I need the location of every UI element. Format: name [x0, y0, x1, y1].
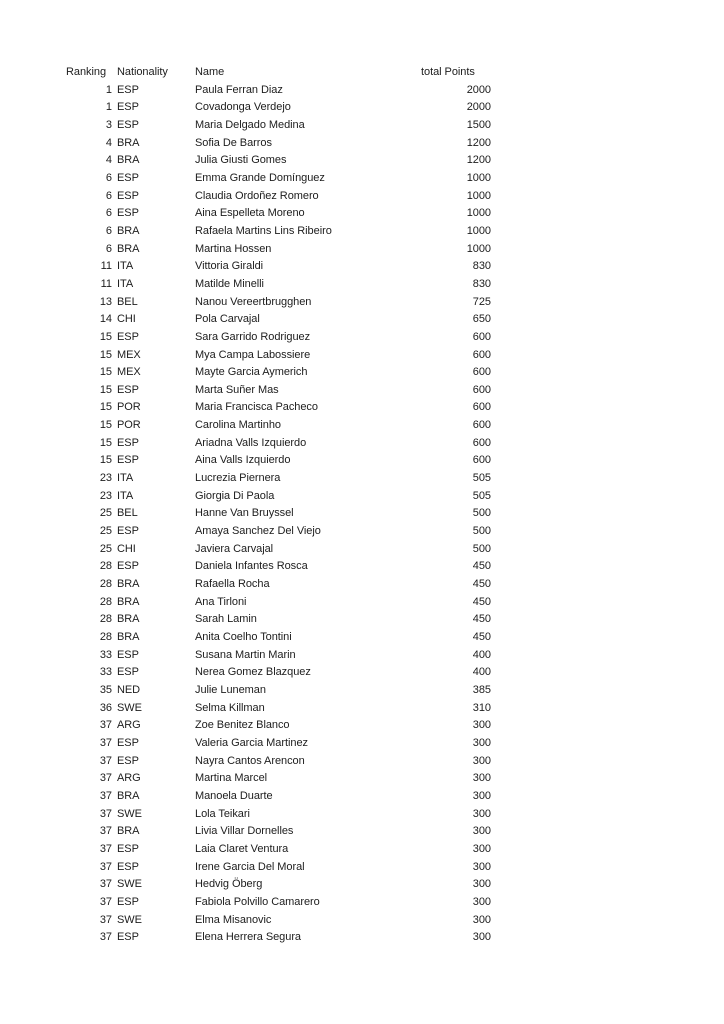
ranking-cell: 28 — [99, 560, 112, 573]
nationality-cell: SWE — [117, 807, 142, 820]
points-cell: 300 — [472, 772, 491, 785]
points-cell: 2000 — [466, 101, 491, 114]
name-cell: Nerea Gomez Blazquez — [195, 666, 311, 679]
name-cell: Sarah Lamin — [195, 613, 257, 626]
table-row — [66, 523, 491, 541]
table-row — [66, 770, 491, 788]
name-cell: Giorgia Di Paola — [195, 489, 275, 502]
table-row — [66, 82, 491, 100]
table-row — [66, 876, 491, 894]
ranking-cell: 37 — [99, 772, 112, 785]
name-cell: Marta Suñer Mas — [195, 383, 279, 396]
name-cell: Martina Marcel — [195, 772, 268, 785]
points-cell: 450 — [472, 613, 491, 626]
table-row — [66, 505, 491, 523]
nationality-cell: ESP — [117, 383, 139, 396]
nationality-cell: BEL — [117, 295, 138, 308]
name-cell: Paula Ferran Diaz — [195, 83, 283, 96]
name-cell: Aina Espelleta Moreno — [195, 207, 305, 220]
ranking-cell: 23 — [99, 472, 112, 485]
table-row — [66, 841, 491, 859]
table-row — [66, 435, 491, 453]
nationality-cell: ARG — [117, 772, 141, 785]
name-cell: Anita Coelho Tontini — [195, 631, 292, 643]
table-row — [66, 912, 491, 930]
ranking-cell: 15 — [99, 348, 112, 361]
header-ranking: Ranking — [66, 66, 107, 78]
name-cell: Vittoria Giraldi — [195, 260, 264, 273]
table-row — [66, 647, 491, 665]
ranking-cell: 28 — [99, 595, 112, 608]
table-row — [66, 241, 491, 259]
nationality-cell: ESP — [117, 648, 139, 661]
name-cell: Emma Grande Domínguez — [195, 171, 325, 184]
table-row — [66, 294, 491, 312]
ranking-cell: 15 — [99, 454, 112, 467]
table-row — [66, 117, 491, 135]
nationality-cell: ESP — [117, 931, 139, 944]
ranking-cell: 6 — [105, 189, 112, 202]
points-cell: 300 — [472, 754, 491, 767]
nationality-cell: ESP — [117, 118, 139, 131]
table-header-row — [66, 64, 491, 82]
name-cell: Javiera Carvajal — [195, 542, 274, 555]
name-cell: Ana Tirloni — [195, 595, 247, 608]
table-row — [66, 894, 491, 912]
nationality-cell: BRA — [117, 613, 140, 626]
points-cell: 300 — [472, 807, 491, 820]
ranking-cell: 25 — [99, 525, 112, 538]
name-cell: Aina Valls Izquierdo — [195, 454, 291, 467]
table-row — [66, 135, 491, 153]
points-cell: 385 — [472, 683, 491, 696]
ranking-cell: 35 — [99, 683, 112, 696]
ranking-cell: 11 — [100, 277, 112, 290]
ranking-cell: 15 — [99, 419, 112, 432]
points-cell: 310 — [472, 701, 491, 714]
nationality-cell: MEX — [117, 366, 141, 379]
name-cell: Susana Martin Marin — [195, 648, 296, 661]
name-cell: Lucrezia Piernera — [195, 472, 281, 485]
points-cell: 600 — [472, 348, 491, 361]
name-cell: Covadonga Verdejo — [195, 101, 291, 114]
ranking-cell: 25 — [99, 507, 112, 520]
points-cell: 1000 — [466, 189, 491, 202]
table-row — [66, 311, 491, 329]
header-nationality: Nationality — [117, 66, 168, 78]
points-cell: 300 — [472, 931, 491, 944]
name-cell: Irene Garcia Del Moral — [195, 860, 305, 873]
ranking-cell: 13 — [99, 295, 112, 308]
nationality-cell: BRA — [117, 242, 140, 255]
nationality-cell: BRA — [117, 825, 140, 838]
points-cell: 450 — [472, 578, 491, 591]
ranking-cell: 37 — [99, 736, 112, 749]
points-cell: 650 — [472, 313, 491, 326]
ranking-cell: 3 — [105, 118, 112, 131]
ranking-cell: 23 — [99, 489, 112, 502]
ranking-cell: 37 — [99, 754, 112, 767]
points-cell: 830 — [472, 260, 491, 273]
table-row — [66, 205, 491, 223]
nationality-cell: CHI — [117, 313, 136, 326]
ranking-cell: 37 — [99, 719, 112, 732]
table-row — [66, 717, 491, 735]
nationality-cell: SWE — [117, 913, 142, 926]
nationality-cell: POR — [117, 401, 141, 414]
points-cell: 600 — [472, 454, 491, 467]
name-cell: Maria Delgado Medina — [195, 118, 305, 131]
table-row — [66, 753, 491, 771]
nationality-cell: BRA — [117, 578, 140, 591]
nationality-cell: SWE — [117, 878, 142, 891]
name-cell: Amaya Sanchez Del Viejo — [195, 525, 321, 538]
ranking-cell: 25 — [99, 542, 112, 555]
points-cell: 300 — [472, 878, 491, 891]
table-row — [66, 788, 491, 806]
table-row — [66, 611, 491, 629]
nationality-cell: BRA — [117, 789, 140, 802]
points-cell: 300 — [472, 842, 491, 855]
points-cell: 400 — [472, 648, 491, 661]
points-cell: 500 — [472, 525, 491, 538]
table-row — [66, 452, 491, 470]
table-row — [66, 629, 491, 647]
table-row — [66, 364, 491, 382]
points-cell: 300 — [472, 719, 491, 732]
table-row — [66, 399, 491, 417]
points-cell: 1000 — [466, 171, 491, 184]
points-cell: 450 — [472, 631, 491, 643]
points-cell: 500 — [472, 507, 491, 520]
nationality-cell: ESP — [117, 454, 139, 467]
name-cell: Carolina Martinho — [195, 419, 281, 432]
nationality-cell: ITA — [117, 277, 134, 290]
ranking-cell: 28 — [99, 631, 112, 643]
nationality-cell: BRA — [117, 154, 140, 167]
nationality-cell: ESP — [117, 525, 139, 538]
ranking-cell: 1 — [105, 101, 112, 114]
nationality-cell: ESP — [117, 860, 139, 873]
ranking-cell: 28 — [99, 613, 112, 626]
nationality-cell: ESP — [117, 171, 139, 184]
ranking-cell: 1 — [105, 83, 112, 96]
table-row — [66, 99, 491, 117]
nationality-cell: ESP — [117, 666, 139, 679]
ranking-cell: 37 — [99, 825, 112, 838]
table-row — [66, 859, 491, 877]
points-cell: 1500 — [466, 118, 491, 131]
name-cell: Sara Garrido Rodriguez — [195, 330, 311, 343]
name-cell: Hedvig Öberg — [195, 878, 263, 891]
table-row — [66, 682, 491, 700]
ranking-cell: 4 — [105, 154, 112, 167]
name-cell: Elena Herrera Segura — [195, 931, 302, 944]
ranking-cell: 33 — [99, 666, 112, 679]
ranking-cell: 36 — [99, 701, 112, 714]
points-cell: 505 — [472, 472, 491, 485]
ranking-cell: 15 — [99, 330, 112, 343]
points-cell: 1000 — [466, 207, 491, 220]
table-body — [66, 82, 491, 947]
points-cell: 300 — [472, 860, 491, 873]
ranking-cell: 15 — [99, 383, 112, 396]
nationality-cell: SWE — [117, 701, 142, 714]
nationality-cell: ESP — [117, 330, 139, 343]
ranking-cell: 6 — [105, 207, 112, 220]
name-cell: Mayte Garcia Aymerich — [195, 366, 308, 379]
points-cell: 1000 — [466, 242, 491, 255]
nationality-cell: ESP — [117, 83, 139, 96]
table-row — [66, 488, 491, 506]
nationality-cell: BRA — [117, 595, 140, 608]
name-cell: Valeria Garcia Martinez — [195, 736, 308, 749]
points-cell: 725 — [472, 295, 491, 308]
table-row — [66, 382, 491, 400]
ranking-cell: 37 — [99, 807, 112, 820]
ranking-cell: 14 — [99, 313, 112, 326]
table-row — [66, 470, 491, 488]
table-row — [66, 806, 491, 824]
nationality-cell: MEX — [117, 348, 141, 361]
nationality-cell: ESP — [117, 101, 139, 114]
name-cell: Daniela Infantes Rosca — [195, 560, 308, 573]
name-cell: Selma Killman — [195, 701, 265, 714]
name-cell: Manoela Duarte — [195, 789, 273, 802]
ranking-cell: 37 — [99, 913, 112, 926]
name-cell: Fabiola Polvillo Camarero — [195, 895, 320, 908]
nationality-cell: ITA — [117, 472, 134, 485]
points-cell: 2000 — [466, 83, 491, 96]
points-cell: 450 — [472, 595, 491, 608]
nationality-cell: POR — [117, 419, 141, 432]
table-row — [66, 541, 491, 559]
points-cell: 1000 — [466, 224, 491, 237]
name-cell: Hanne Van Bruyssel — [195, 507, 294, 520]
table-row — [66, 735, 491, 753]
name-cell: Ariadna Valls Izquierdo — [195, 436, 307, 449]
name-cell: Livia Villar Dornelles — [195, 825, 294, 838]
nationality-cell: ESP — [117, 895, 139, 908]
ranking-cell: 15 — [99, 436, 112, 449]
nationality-cell: CHI — [117, 542, 136, 555]
nationality-cell: BRA — [117, 136, 140, 149]
name-cell: Matilde Minelli — [195, 277, 264, 290]
name-cell: Nanou Vereertbrugghen — [195, 295, 312, 308]
name-cell: Maria Francisca Pacheco — [195, 401, 318, 414]
nationality-cell: ESP — [117, 754, 139, 767]
name-cell: Laia Claret Ventura — [195, 842, 289, 855]
table-row — [66, 258, 491, 276]
points-cell: 1200 — [466, 136, 491, 149]
name-cell: Julia Giusti Gomes — [195, 154, 287, 167]
nationality-cell: ESP — [117, 560, 139, 573]
header-name: Name — [195, 66, 225, 78]
points-cell: 300 — [472, 789, 491, 802]
name-cell: Martina Hossen — [195, 242, 272, 255]
nationality-cell: BEL — [117, 507, 138, 520]
table-row — [66, 558, 491, 576]
table-row — [66, 417, 491, 435]
ranking-cell: 11 — [100, 260, 112, 273]
name-cell: Mya Campa Labossiere — [195, 348, 311, 361]
name-cell: Claudia Ordoñez Romero — [195, 189, 319, 202]
nationality-cell: ESP — [117, 736, 139, 749]
points-cell: 300 — [472, 895, 491, 908]
ranking-cell: 28 — [99, 578, 112, 591]
table-row — [66, 823, 491, 841]
points-cell: 1200 — [466, 154, 491, 167]
ranking-cell: 6 — [105, 171, 112, 184]
name-cell: Nayra Cantos Arencon — [195, 754, 305, 767]
points-cell: 600 — [472, 330, 491, 343]
points-cell: 600 — [472, 436, 491, 449]
nationality-cell: NED — [117, 683, 141, 696]
points-cell: 300 — [472, 913, 491, 926]
nationality-cell: ESP — [117, 842, 139, 855]
points-cell: 830 — [472, 277, 491, 290]
name-cell: Elma Misanovic — [195, 913, 272, 926]
name-cell: Zoe Benitez Blanco — [195, 719, 290, 732]
table-row — [66, 329, 491, 347]
name-cell: Rafaela Martins Lins Ribeiro — [195, 224, 332, 237]
name-cell: Rafaella Rocha — [195, 578, 270, 591]
ranking-cell: 37 — [99, 860, 112, 873]
table-row — [66, 700, 491, 718]
points-cell: 505 — [472, 489, 491, 502]
nationality-cell: BRA — [117, 224, 140, 237]
table-row — [66, 152, 491, 170]
nationality-cell: ESP — [117, 436, 139, 449]
ranking-cell: 37 — [99, 878, 112, 891]
name-cell: Pola Carvajal — [195, 313, 260, 326]
ranking-cell: 37 — [99, 789, 112, 802]
ranking-table — [66, 64, 491, 947]
ranking-cell: 6 — [105, 224, 112, 237]
points-cell: 600 — [472, 383, 491, 396]
nationality-cell: BRA — [117, 631, 140, 643]
ranking-cell: 4 — [105, 136, 112, 149]
ranking-cell: 15 — [99, 366, 112, 379]
ranking-cell: 33 — [99, 648, 112, 661]
name-cell: Julie Luneman — [195, 683, 266, 696]
name-cell: Sofia De Barros — [195, 136, 272, 149]
table-row — [66, 188, 491, 206]
points-cell: 450 — [472, 560, 491, 573]
ranking-cell: 6 — [105, 242, 112, 255]
table-row — [66, 223, 491, 241]
points-cell: 300 — [472, 825, 491, 838]
points-cell: 600 — [472, 401, 491, 414]
name-cell: Lola Teikari — [195, 807, 250, 820]
table-row — [66, 170, 491, 188]
ranking-cell: 37 — [99, 931, 112, 944]
nationality-cell: ARG — [117, 719, 141, 732]
nationality-cell: ITA — [117, 489, 134, 502]
ranking-cell: 15 — [99, 401, 112, 414]
table-row — [66, 276, 491, 294]
points-cell: 500 — [472, 542, 491, 555]
nationality-cell: ESP — [117, 189, 139, 202]
ranking-cell: 37 — [99, 895, 112, 908]
points-cell: 600 — [472, 366, 491, 379]
header-total-points: total Points — [421, 66, 475, 78]
table-row — [66, 576, 491, 594]
points-cell: 300 — [472, 736, 491, 749]
ranking-cell: 37 — [99, 842, 112, 855]
table-row — [66, 664, 491, 682]
table-row — [66, 347, 491, 365]
nationality-cell: ESP — [117, 207, 139, 220]
nationality-cell: ITA — [117, 260, 134, 273]
points-cell: 400 — [472, 666, 491, 679]
table-row — [66, 929, 491, 947]
table-row — [66, 594, 491, 612]
points-cell: 600 — [472, 419, 491, 432]
